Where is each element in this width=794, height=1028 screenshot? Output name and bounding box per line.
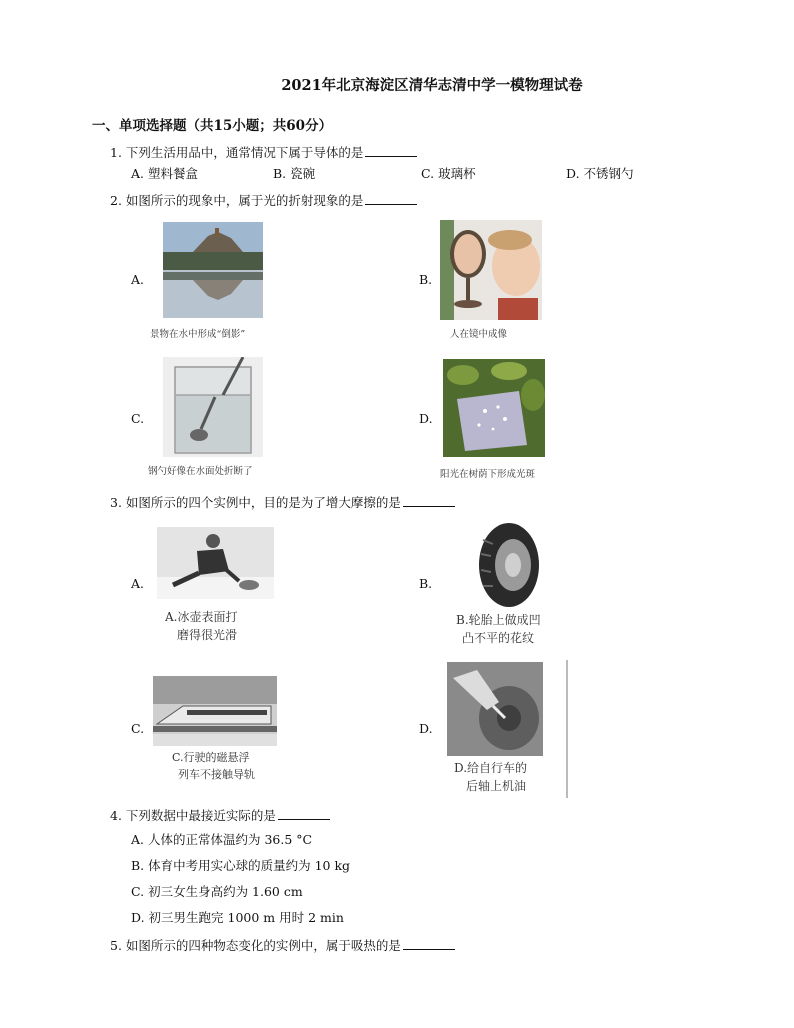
q2-label-a: A. <box>131 272 145 287</box>
q2-caption-a: 景物在水中形成“倒影” <box>150 329 246 340</box>
question-5-stem: 5. 如图所示的四种物态变化的实例中，属于吸热的是 <box>110 936 455 954</box>
q2-image-c-spoon-in-water <box>163 357 263 457</box>
scan-edge-divider <box>566 660 568 798</box>
q3-caption-a-line1: A.冰壶表面打 <box>165 610 238 624</box>
q3-image-a-curling <box>157 527 274 599</box>
q2-caption-b: 人在镜中成像 <box>450 329 508 340</box>
q1-option-b: B. 瓷碗 <box>273 166 316 181</box>
q4-option-a: A. 人体的正常体温约为 36.5 °C <box>131 832 313 847</box>
q4-option-b: B. 体育中考用实心球的质量约为 10 kg <box>131 858 351 873</box>
q2-image-b-mirror <box>440 220 542 320</box>
answer-blank <box>365 144 417 157</box>
q3-label-a: A. <box>131 576 145 591</box>
q3-caption-c <box>172 749 255 783</box>
q2-image-a-reflection <box>163 222 263 318</box>
q3-image-c-maglev <box>153 676 277 746</box>
question-3-stem: 3. 如图所示的四个实例中，目的是为了增大摩擦的是 <box>110 493 455 511</box>
q3-caption-d-line2: 后轴上机油 <box>466 779 527 793</box>
q3-caption-a <box>165 608 237 644</box>
q3-caption-a-line2: 磨得很光滑 <box>177 628 238 642</box>
answer-blank <box>365 192 417 205</box>
section-heading: 一、单项选择题（共15小题；共60分） <box>92 118 333 134</box>
q3-image-b-tire <box>473 520 545 610</box>
answer-blank <box>403 494 455 507</box>
q2-label-c: C. <box>131 411 145 426</box>
q4-option-c: C. 初三女生身高约为 1.60 cm <box>131 884 303 899</box>
q2-label-b: B. <box>419 272 433 287</box>
q3-label-c: C. <box>131 721 145 736</box>
q3-image-d-oiling <box>447 662 543 756</box>
q2-image-d-light-spots <box>443 359 545 457</box>
question-1-stem: 1. 下列生活用品中，通常情况下属于导体的是 <box>110 143 417 161</box>
q2-label-d: D. <box>419 411 433 426</box>
q1-option-d: D. 不锈钢勺 <box>566 166 634 181</box>
q3-caption-b <box>456 611 541 647</box>
q3-caption-b-line2: 凸不平的花纹 <box>462 631 535 645</box>
q3-caption-d <box>454 759 527 795</box>
q3-caption-c-line2: 列车不接触导轨 <box>178 768 255 781</box>
question-4-stem: 4. 下列数据中最接近实际的是 <box>110 806 330 824</box>
question-2-stem: 2. 如图所示的现象中，属于光的折射现象的是 <box>110 191 417 209</box>
q2-caption-c: 钢勺好像在水面处折断了 <box>148 466 253 477</box>
q3-label-b: B. <box>419 576 433 591</box>
answer-blank <box>403 937 455 950</box>
page-title: 2021年北京海淀区清华志清中学一模物理试卷 <box>281 77 583 94</box>
q1-option-a: A. 塑料餐盒 <box>131 166 198 181</box>
q4-option-d: D. 初三男生跑完 1000 m 用时 2 min <box>131 910 344 925</box>
q3-caption-d-line1: D.给自行车的 <box>454 761 528 775</box>
q3-caption-c-line1: C.行驶的磁悬浮 <box>172 751 250 764</box>
q2-caption-d: 阳光在树荫下形成光斑 <box>440 469 536 480</box>
q3-label-d: D. <box>419 721 433 736</box>
answer-blank <box>278 807 330 820</box>
q3-caption-b-line1: B.轮胎上做成凹 <box>456 613 541 627</box>
q1-option-c: C. 玻璃杯 <box>421 166 476 181</box>
